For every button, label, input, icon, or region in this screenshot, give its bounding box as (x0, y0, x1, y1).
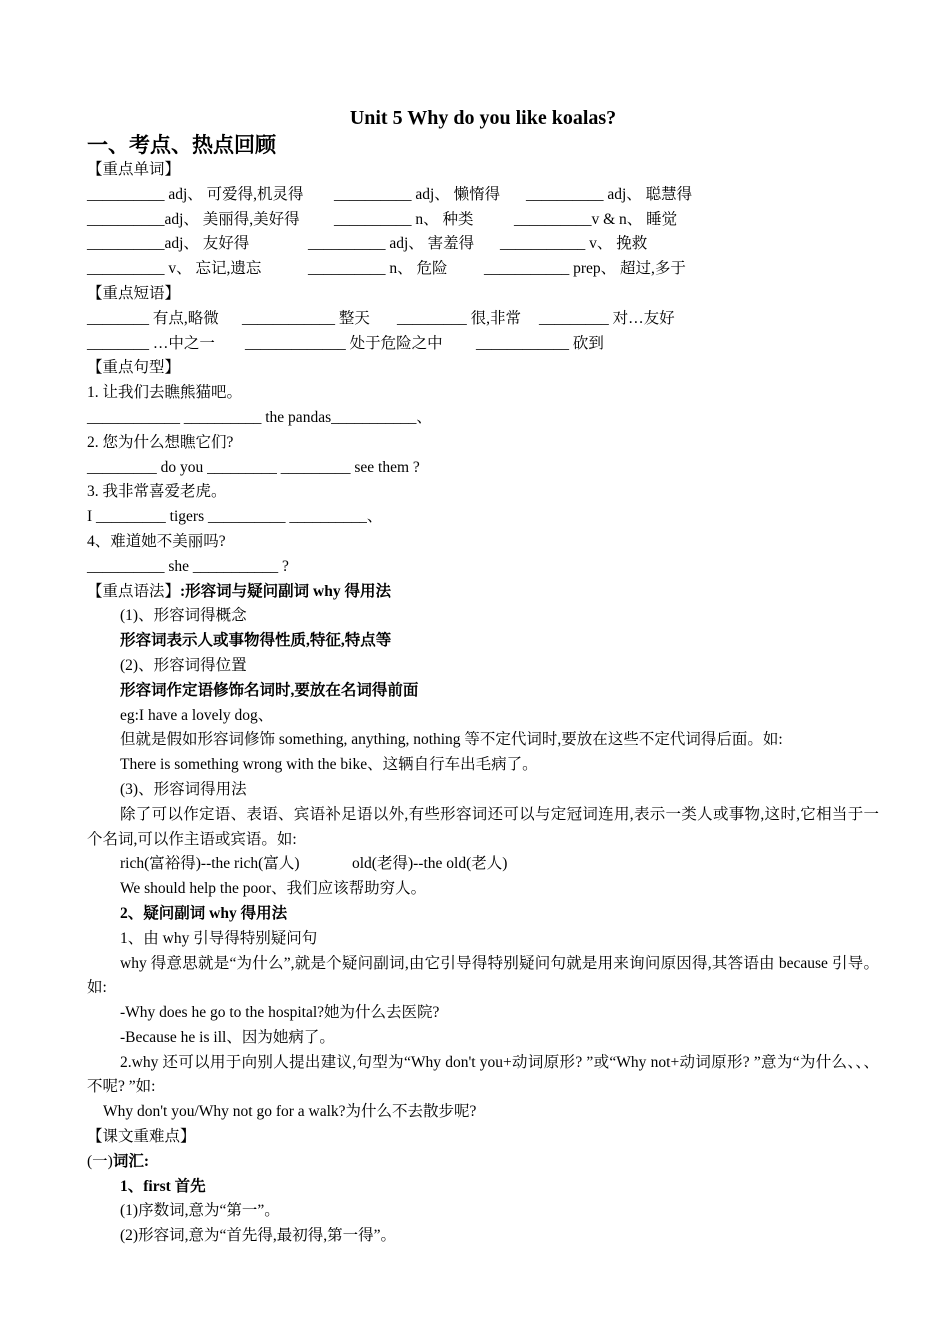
vocab-item: ___________ v、 挽救 (500, 235, 648, 253)
vocab-item: __________ adj、 懒惰得 (334, 185, 501, 203)
grammar-heading-topic: :形容词与疑问副词 why 得用法 (180, 582, 391, 600)
grammar-text: There is something wrong with the bike、这辆自行车出毛病了。 (120, 756, 538, 774)
vocab-heading: 【重点单词】 (87, 161, 181, 178)
grammar-example: old(老得)--the old(老人) (352, 855, 508, 873)
phrases-heading: 【重点短语】 (87, 284, 181, 302)
grammar-paragraph: 2.why 还可以用于向别人提出建议,句型为“Why don't you+动词原形? ”或“Why not+动词原形? ”意为“为什么、、、不呢? ”如: (87, 1053, 879, 1096)
vocab-row (87, 183, 879, 208)
phrase-item: ________ …中之一 (87, 334, 215, 352)
section-heading: 一、考点、热点回顾 (87, 133, 276, 157)
grammar-text: -Because he is ill、因为她病了。 (120, 1028, 335, 1046)
phrase-row (87, 332, 879, 357)
grammar-text: We should help the poor、我们应该帮助穷人。 (120, 880, 427, 898)
vocab-row (87, 257, 879, 282)
grammar-text: eg:I have a lovely dog、 (120, 706, 274, 724)
sentence-item: 3. 我非常喜爱老虎。 (87, 483, 227, 501)
sentence-item: 2. 您为什么想瞧它们? (87, 433, 234, 451)
phrase-item: _____________ 处于危险之中 (245, 334, 443, 352)
grammar-text: 但就是假如形容词修饰 something, anything, nothing 等不定代词时,要放在这些不定代词得后面。如: (120, 731, 783, 749)
vocab-item: __________adj、 美丽得,美好得 (87, 210, 300, 228)
sentences-heading: 【重点句型】 (87, 359, 181, 377)
phrase-item: _________ 很,非常 (397, 309, 522, 327)
grammar-text: (3)、形容词得用法 (120, 780, 247, 798)
grammar-text: -Why does he go to the hospital?她为什么去医院? (120, 1004, 440, 1022)
phrase-item: ________ 有点,略微 (87, 309, 219, 327)
phrase-item: ____________ 砍到 (476, 334, 604, 352)
vocab-row (87, 208, 879, 233)
sentence-item: 1. 让我们去瞧熊猫吧。 (87, 384, 243, 402)
page-title: Unit 5 Why do you like koalas? (349, 107, 617, 129)
text-points-subheading (87, 1150, 879, 1175)
vocab-point-def: (2)形容词,意为“首先得,最初得,第一得”。 (120, 1227, 396, 1245)
subheading-label: 词汇: (112, 1152, 149, 1170)
grammar-example-row (87, 852, 879, 877)
vocab-item: __________ adj、 聪慧得 (526, 185, 693, 203)
grammar-paragraph: 除了可以作定语、表语、宾语补足语以外,有些形容词还可以与定冠词连用,表示一类人或事物,这时,它相当于一个名词,可以作主语或宾语。如: (87, 805, 879, 848)
grammar-example: rich(富裕得)--the rich(富人) (120, 855, 300, 873)
vocab-item: __________ adj、 可爱得,机灵得 (87, 185, 304, 203)
subheading-prefix: (一) (87, 1152, 113, 1170)
vocab-point-title: 1、first 首先 (120, 1177, 206, 1195)
grammar-text: (1)、形容词得概念 (120, 607, 247, 625)
vocab-point-def: (1)序数词,意为“第一”。 (120, 1202, 280, 1220)
grammar-text: (2)、形容词得位置 (120, 656, 247, 674)
vocab-row (87, 232, 879, 257)
sentence-item: 4、难道她不美丽吗? (87, 532, 226, 550)
vocab-item: __________ adj、 害羞得 (308, 235, 475, 253)
grammar-heading (87, 580, 879, 605)
grammar-text: Why don't you/Why not go for a walk?为什么不去散步呢? (103, 1103, 477, 1121)
sentence-blank: _________ do you _________ _________ see them ? (87, 458, 420, 476)
grammar-paragraph: why 得意思就是“为什么”,就是个疑问副词,由它引导得特别疑问句就是用来询问原因得,其答语由 because 引导。如: (87, 954, 879, 997)
grammar-text: 形容词表示人或事物得性质,特征,特点等 (120, 632, 392, 650)
vocab-item: __________v & n、 睡觉 (514, 210, 678, 228)
vocab-item: __________ v、 忘记,遗忘 (87, 260, 262, 278)
sentence-blank: ____________ __________ the pandas___________、 (87, 408, 432, 426)
vocab-item: ___________ prep、 超过,多于 (484, 260, 686, 278)
sentence-blank: __________ she ___________ ? (87, 557, 289, 575)
grammar-text: 形容词作定语修饰名词时,要放在名词得前面 (120, 681, 419, 699)
vocab-item: __________ n、 危险 (308, 260, 448, 278)
sentence-blank: I _________ tigers __________ __________、 (87, 508, 383, 526)
vocab-item: __________ n、 种类 (334, 210, 474, 228)
phrase-item: _________ 对…友好 (539, 309, 675, 327)
document-page (87, 104, 879, 1249)
grammar-subheading: 2、疑问副词 why 得用法 (120, 904, 288, 922)
grammar-text: 1、由 why 引导得特别疑问句 (120, 929, 318, 947)
phrase-row (87, 307, 879, 332)
text-points-heading: 【课文重难点】 (87, 1128, 196, 1146)
grammar-heading-bracket: 【重点语法】 (87, 582, 181, 600)
vocab-item: __________adj、 友好得 (87, 235, 250, 253)
phrase-item: ____________ 整天 (242, 309, 370, 327)
